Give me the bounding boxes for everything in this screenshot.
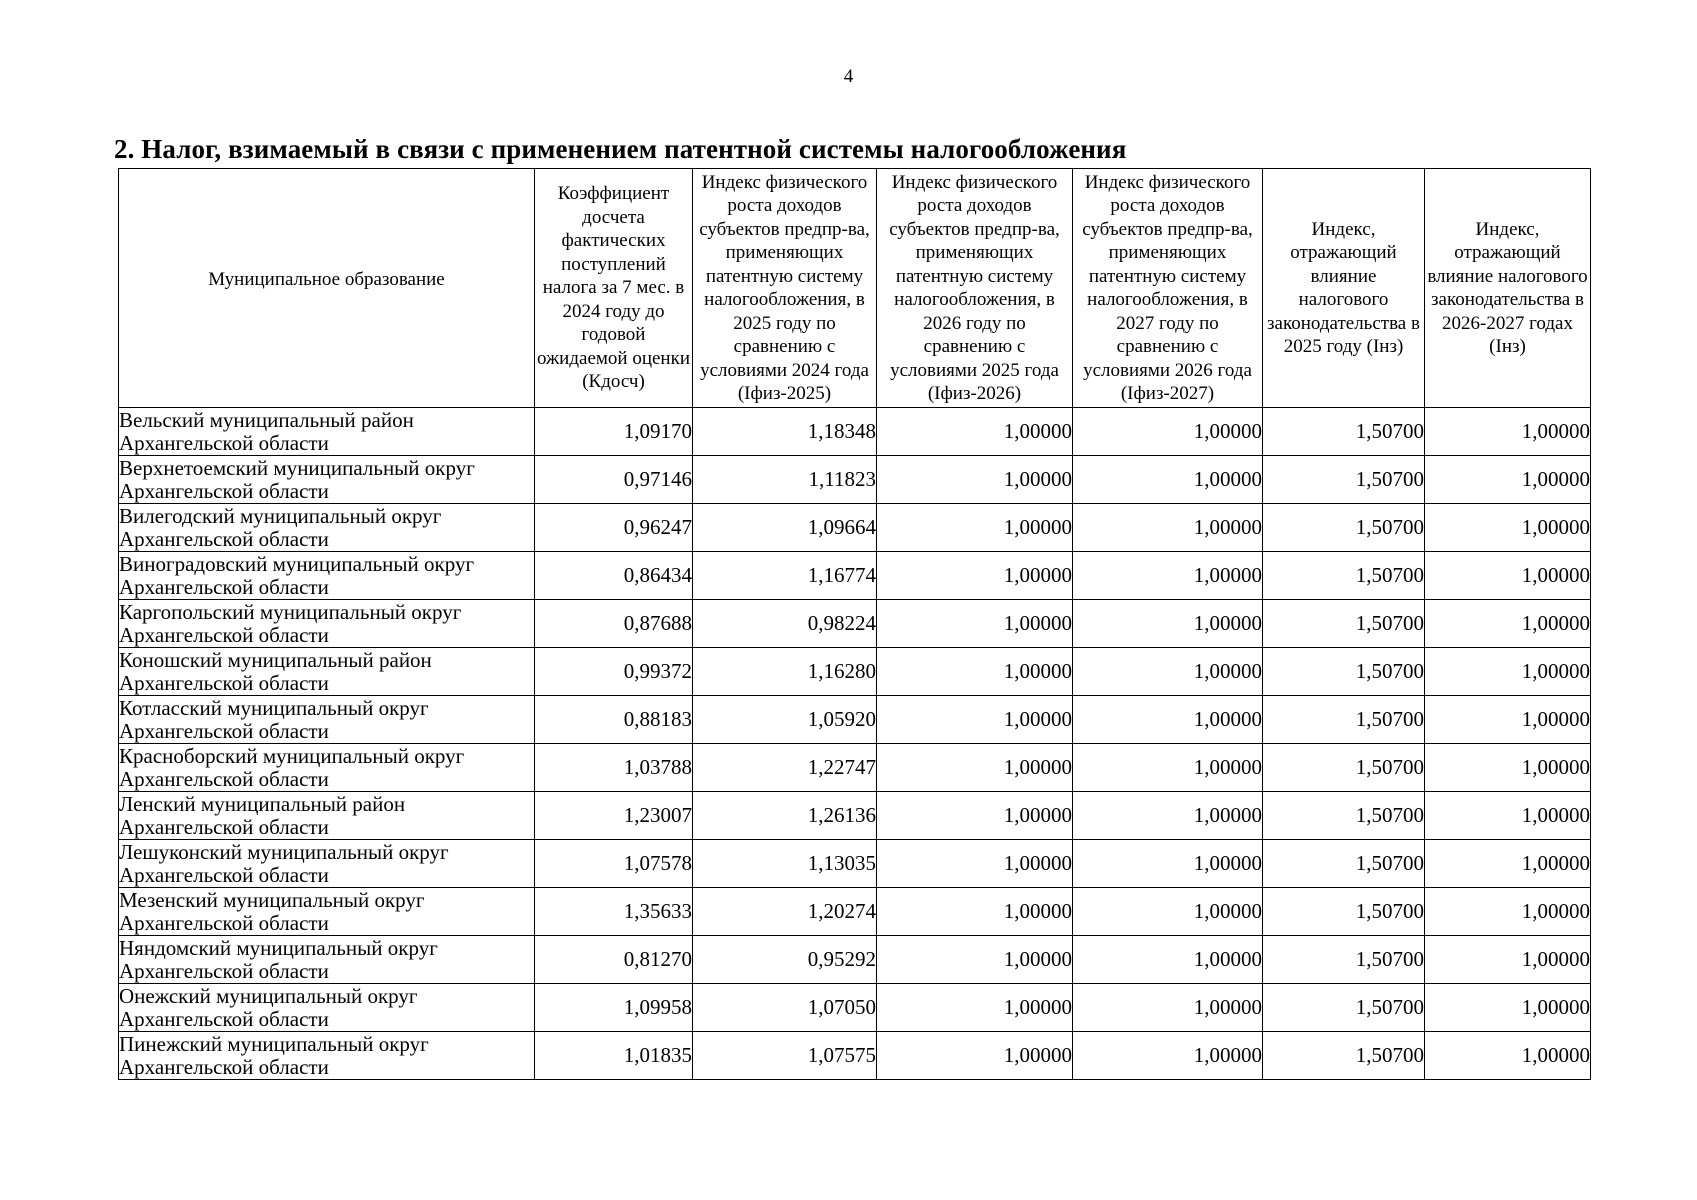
region-name: Архангельской области xyxy=(119,718,329,743)
value-cell-ifiz2025: 0,95292 xyxy=(693,936,877,984)
value-cell-kdosch: 0,86434 xyxy=(535,552,693,600)
municipality-name-cell xyxy=(119,648,535,696)
table-row xyxy=(119,840,1591,888)
municipality-name: Вельский муниципальный район xyxy=(119,407,414,432)
value-cell-inz2026-2027: 1,00000 xyxy=(1425,408,1591,456)
municipality-name: Пинежский муниципальный округ xyxy=(119,1031,429,1056)
value-cell-ifiz2027: 1,00000 xyxy=(1073,696,1263,744)
value-cell-kdosch: 1,01835 xyxy=(535,1032,693,1080)
value-cell-ifiz2025: 1,20274 xyxy=(693,888,877,936)
municipality-name: Онежский муниципальный округ xyxy=(119,983,418,1008)
value-cell-inz2026-2027: 1,00000 xyxy=(1425,696,1591,744)
value-cell-ifiz2025: 0,98224 xyxy=(693,600,877,648)
value-cell-ifiz2025: 1,22747 xyxy=(693,744,877,792)
value-cell-kdosch: 0,97146 xyxy=(535,456,693,504)
municipality-name: Виноградовский муниципальный округ xyxy=(119,551,475,576)
value-cell-ifiz2026: 1,00000 xyxy=(877,888,1073,936)
value-cell-kdosch: 0,81270 xyxy=(535,936,693,984)
table-row xyxy=(119,792,1591,840)
value-cell-ifiz2026: 1,00000 xyxy=(877,1032,1073,1080)
value-cell-inz2025: 1,50700 xyxy=(1263,1032,1425,1080)
municipality-name-cell xyxy=(119,1032,535,1080)
column-header-inz-2026-2027: Индекс, отражающий влияние налогового законодательства в 2026-2027 годах (Інз) xyxy=(1425,169,1591,408)
column-header-ifiz-2027: Индекс физического роста доходов субъектов предпр-ва, применяющих патентную систему налогообложения, в 2027 году по сравнению с условиями 2026 года (Іфиз-2027) xyxy=(1073,169,1263,408)
municipality-name-cell xyxy=(119,696,535,744)
value-cell-inz2025: 1,50700 xyxy=(1263,408,1425,456)
value-cell-ifiz2025: 1,07575 xyxy=(693,1032,877,1080)
value-cell-inz2025: 1,50700 xyxy=(1263,888,1425,936)
value-cell-inz2026-2027: 1,00000 xyxy=(1425,648,1591,696)
column-header-ifiz-2025: Индекс физического роста доходов субъектов предпр-ва, применяющих патентную систему налогообложения, в 2025 году по сравнению с условиями 2024 года (Іфиз-2025) xyxy=(693,169,877,408)
region-name: Архангельской области xyxy=(119,670,329,695)
value-cell-ifiz2026: 1,00000 xyxy=(877,648,1073,696)
table-row xyxy=(119,408,1591,456)
value-cell-kdosch: 1,03788 xyxy=(535,744,693,792)
value-cell-inz2026-2027: 1,00000 xyxy=(1425,456,1591,504)
value-cell-inz2025: 1,50700 xyxy=(1263,744,1425,792)
municipality-name: Коношский муниципальный район xyxy=(119,647,432,672)
value-cell-ifiz2026: 1,00000 xyxy=(877,840,1073,888)
value-cell-ifiz2026: 1,00000 xyxy=(877,504,1073,552)
table-row xyxy=(119,552,1591,600)
value-cell-inz2025: 1,50700 xyxy=(1263,552,1425,600)
region-name: Архангельской области xyxy=(119,526,329,551)
value-cell-ifiz2025: 1,07050 xyxy=(693,984,877,1032)
value-cell-inz2026-2027: 1,00000 xyxy=(1425,840,1591,888)
value-cell-inz2026-2027: 1,00000 xyxy=(1425,600,1591,648)
table-row xyxy=(119,648,1591,696)
value-cell-ifiz2027: 1,00000 xyxy=(1073,936,1263,984)
value-cell-ifiz2025: 1,05920 xyxy=(693,696,877,744)
value-cell-kdosch: 1,09170 xyxy=(535,408,693,456)
value-cell-inz2025: 1,50700 xyxy=(1263,936,1425,984)
value-cell-inz2025: 1,50700 xyxy=(1263,600,1425,648)
value-cell-inz2026-2027: 1,00000 xyxy=(1425,552,1591,600)
table-row xyxy=(119,696,1591,744)
municipality-name-cell xyxy=(119,840,535,888)
region-name: Архангельской области xyxy=(119,766,329,791)
value-cell-inz2025: 1,50700 xyxy=(1263,984,1425,1032)
municipality-name-cell xyxy=(119,552,535,600)
value-cell-ifiz2027: 1,00000 xyxy=(1073,456,1263,504)
table-row xyxy=(119,936,1591,984)
value-cell-inz2026-2027: 1,00000 xyxy=(1425,984,1591,1032)
municipality-name-cell xyxy=(119,456,535,504)
value-cell-ifiz2027: 1,00000 xyxy=(1073,792,1263,840)
value-cell-kdosch: 1,09958 xyxy=(535,984,693,1032)
municipality-name-cell xyxy=(119,744,535,792)
value-cell-ifiz2027: 1,00000 xyxy=(1073,840,1263,888)
table-row xyxy=(119,1032,1591,1080)
region-name: Архангельской области xyxy=(119,574,329,599)
table-row xyxy=(119,456,1591,504)
value-cell-ifiz2025: 1,18348 xyxy=(693,408,877,456)
region-name: Архангельской области xyxy=(119,622,329,647)
municipality-name: Ленский муниципальный район xyxy=(119,791,406,816)
municipality-name-cell xyxy=(119,984,535,1032)
value-cell-ifiz2027: 1,00000 xyxy=(1073,1032,1263,1080)
value-cell-inz2025: 1,50700 xyxy=(1263,840,1425,888)
value-cell-ifiz2027: 1,00000 xyxy=(1073,648,1263,696)
value-cell-ifiz2027: 1,00000 xyxy=(1073,744,1263,792)
municipality-name: Вилегодский муниципальный округ xyxy=(119,503,442,528)
municipality-name-cell xyxy=(119,792,535,840)
table-row xyxy=(119,744,1591,792)
value-cell-ifiz2025: 1,13035 xyxy=(693,840,877,888)
value-cell-inz2026-2027: 1,00000 xyxy=(1425,1032,1591,1080)
value-cell-ifiz2027: 1,00000 xyxy=(1073,600,1263,648)
value-cell-ifiz2026: 1,00000 xyxy=(877,552,1073,600)
value-cell-ifiz2027: 1,00000 xyxy=(1073,984,1263,1032)
section-title: 2. Налог, взимаемый в связи с применением патентной системы налогообложения xyxy=(114,134,1127,164)
value-cell-kdosch: 1,35633 xyxy=(535,888,693,936)
value-cell-ifiz2027: 1,00000 xyxy=(1073,552,1263,600)
value-cell-inz2026-2027: 1,00000 xyxy=(1425,792,1591,840)
value-cell-ifiz2026: 1,00000 xyxy=(877,600,1073,648)
value-cell-ifiz2026: 1,00000 xyxy=(877,408,1073,456)
municipality-name: Няндомский муниципальный округ xyxy=(119,935,438,960)
column-header-inz-2025: Индекс, отражающий влияние налогового законодательства в 2025 году (Інз) xyxy=(1263,169,1425,408)
municipality-name: Красноборский муниципальный округ xyxy=(119,743,465,768)
region-name: Архангельской области xyxy=(119,958,329,983)
region-name: Архангельской области xyxy=(119,1006,329,1031)
region-name: Архангельской области xyxy=(119,862,329,887)
value-cell-ifiz2025: 1,11823 xyxy=(693,456,877,504)
value-cell-inz2025: 1,50700 xyxy=(1263,696,1425,744)
value-cell-ifiz2027: 1,00000 xyxy=(1073,888,1263,936)
table-row xyxy=(119,984,1591,1032)
column-header-municipality: Муниципальное образование xyxy=(119,169,535,408)
region-name: Архангельской области xyxy=(119,430,329,455)
page-number: 4 xyxy=(843,66,854,87)
value-cell-inz2025: 1,50700 xyxy=(1263,504,1425,552)
value-cell-ifiz2026: 1,00000 xyxy=(877,456,1073,504)
value-cell-inz2025: 1,50700 xyxy=(1263,648,1425,696)
tax-coefficients-table xyxy=(118,168,1591,1080)
value-cell-ifiz2026: 1,00000 xyxy=(877,984,1073,1032)
value-cell-kdosch: 0,88183 xyxy=(535,696,693,744)
value-cell-inz2026-2027: 1,00000 xyxy=(1425,936,1591,984)
value-cell-kdosch: 0,99372 xyxy=(535,648,693,696)
municipality-name: Котласский муниципальный округ xyxy=(119,695,429,720)
value-cell-inz2026-2027: 1,00000 xyxy=(1425,504,1591,552)
value-cell-ifiz2025: 1,09664 xyxy=(693,504,877,552)
value-cell-kdosch: 1,07578 xyxy=(535,840,693,888)
column-header-ifiz-2026: Индекс физического роста доходов субъектов предпр-ва, применяющих патентную систему налогообложения, в 2026 году по сравнению с условиями 2025 года (Іфиз-2026) xyxy=(877,169,1073,408)
municipality-name-cell xyxy=(119,600,535,648)
column-header-kdosch: Коэффициент досчета фактических поступлений налога за 7 мес. в 2024 году до годовой ожидаемой оценки (Кдосч) xyxy=(535,169,693,408)
region-name: Архангельской области xyxy=(119,814,329,839)
value-cell-kdosch: 0,87688 xyxy=(535,600,693,648)
region-name: Архангельской области xyxy=(119,910,329,935)
value-cell-inz2025: 1,50700 xyxy=(1263,792,1425,840)
value-cell-ifiz2026: 1,00000 xyxy=(877,792,1073,840)
region-name: Архангельской области xyxy=(119,1054,329,1079)
table-row xyxy=(119,504,1591,552)
table-row xyxy=(119,888,1591,936)
table-row xyxy=(119,600,1591,648)
value-cell-ifiz2026: 1,00000 xyxy=(877,936,1073,984)
value-cell-inz2025: 1,50700 xyxy=(1263,456,1425,504)
municipality-name-cell xyxy=(119,888,535,936)
value-cell-ifiz2026: 1,00000 xyxy=(877,696,1073,744)
value-cell-inz2026-2027: 1,00000 xyxy=(1425,888,1591,936)
table-header-row xyxy=(119,169,1591,408)
value-cell-kdosch: 1,23007 xyxy=(535,792,693,840)
municipality-name: Верхнетоемский муниципальный округ xyxy=(119,455,475,480)
table-body xyxy=(119,408,1591,1080)
value-cell-inz2026-2027: 1,00000 xyxy=(1425,744,1591,792)
municipality-name-cell xyxy=(119,408,535,456)
value-cell-ifiz2027: 1,00000 xyxy=(1073,504,1263,552)
value-cell-ifiz2025: 1,16280 xyxy=(693,648,877,696)
value-cell-ifiz2027: 1,00000 xyxy=(1073,408,1263,456)
value-cell-kdosch: 0,96247 xyxy=(535,504,693,552)
value-cell-ifiz2025: 1,16774 xyxy=(693,552,877,600)
region-name: Архангельской области xyxy=(119,478,329,503)
municipality-name-cell xyxy=(119,936,535,984)
municipality-name: Лешуконский муниципальный округ xyxy=(119,839,449,864)
municipality-name: Каргопольский муниципальный округ xyxy=(119,599,462,624)
value-cell-ifiz2025: 1,26136 xyxy=(693,792,877,840)
municipality-name: Мезенский муниципальный округ xyxy=(119,887,425,912)
value-cell-ifiz2026: 1,00000 xyxy=(877,744,1073,792)
municipality-name-cell xyxy=(119,504,535,552)
